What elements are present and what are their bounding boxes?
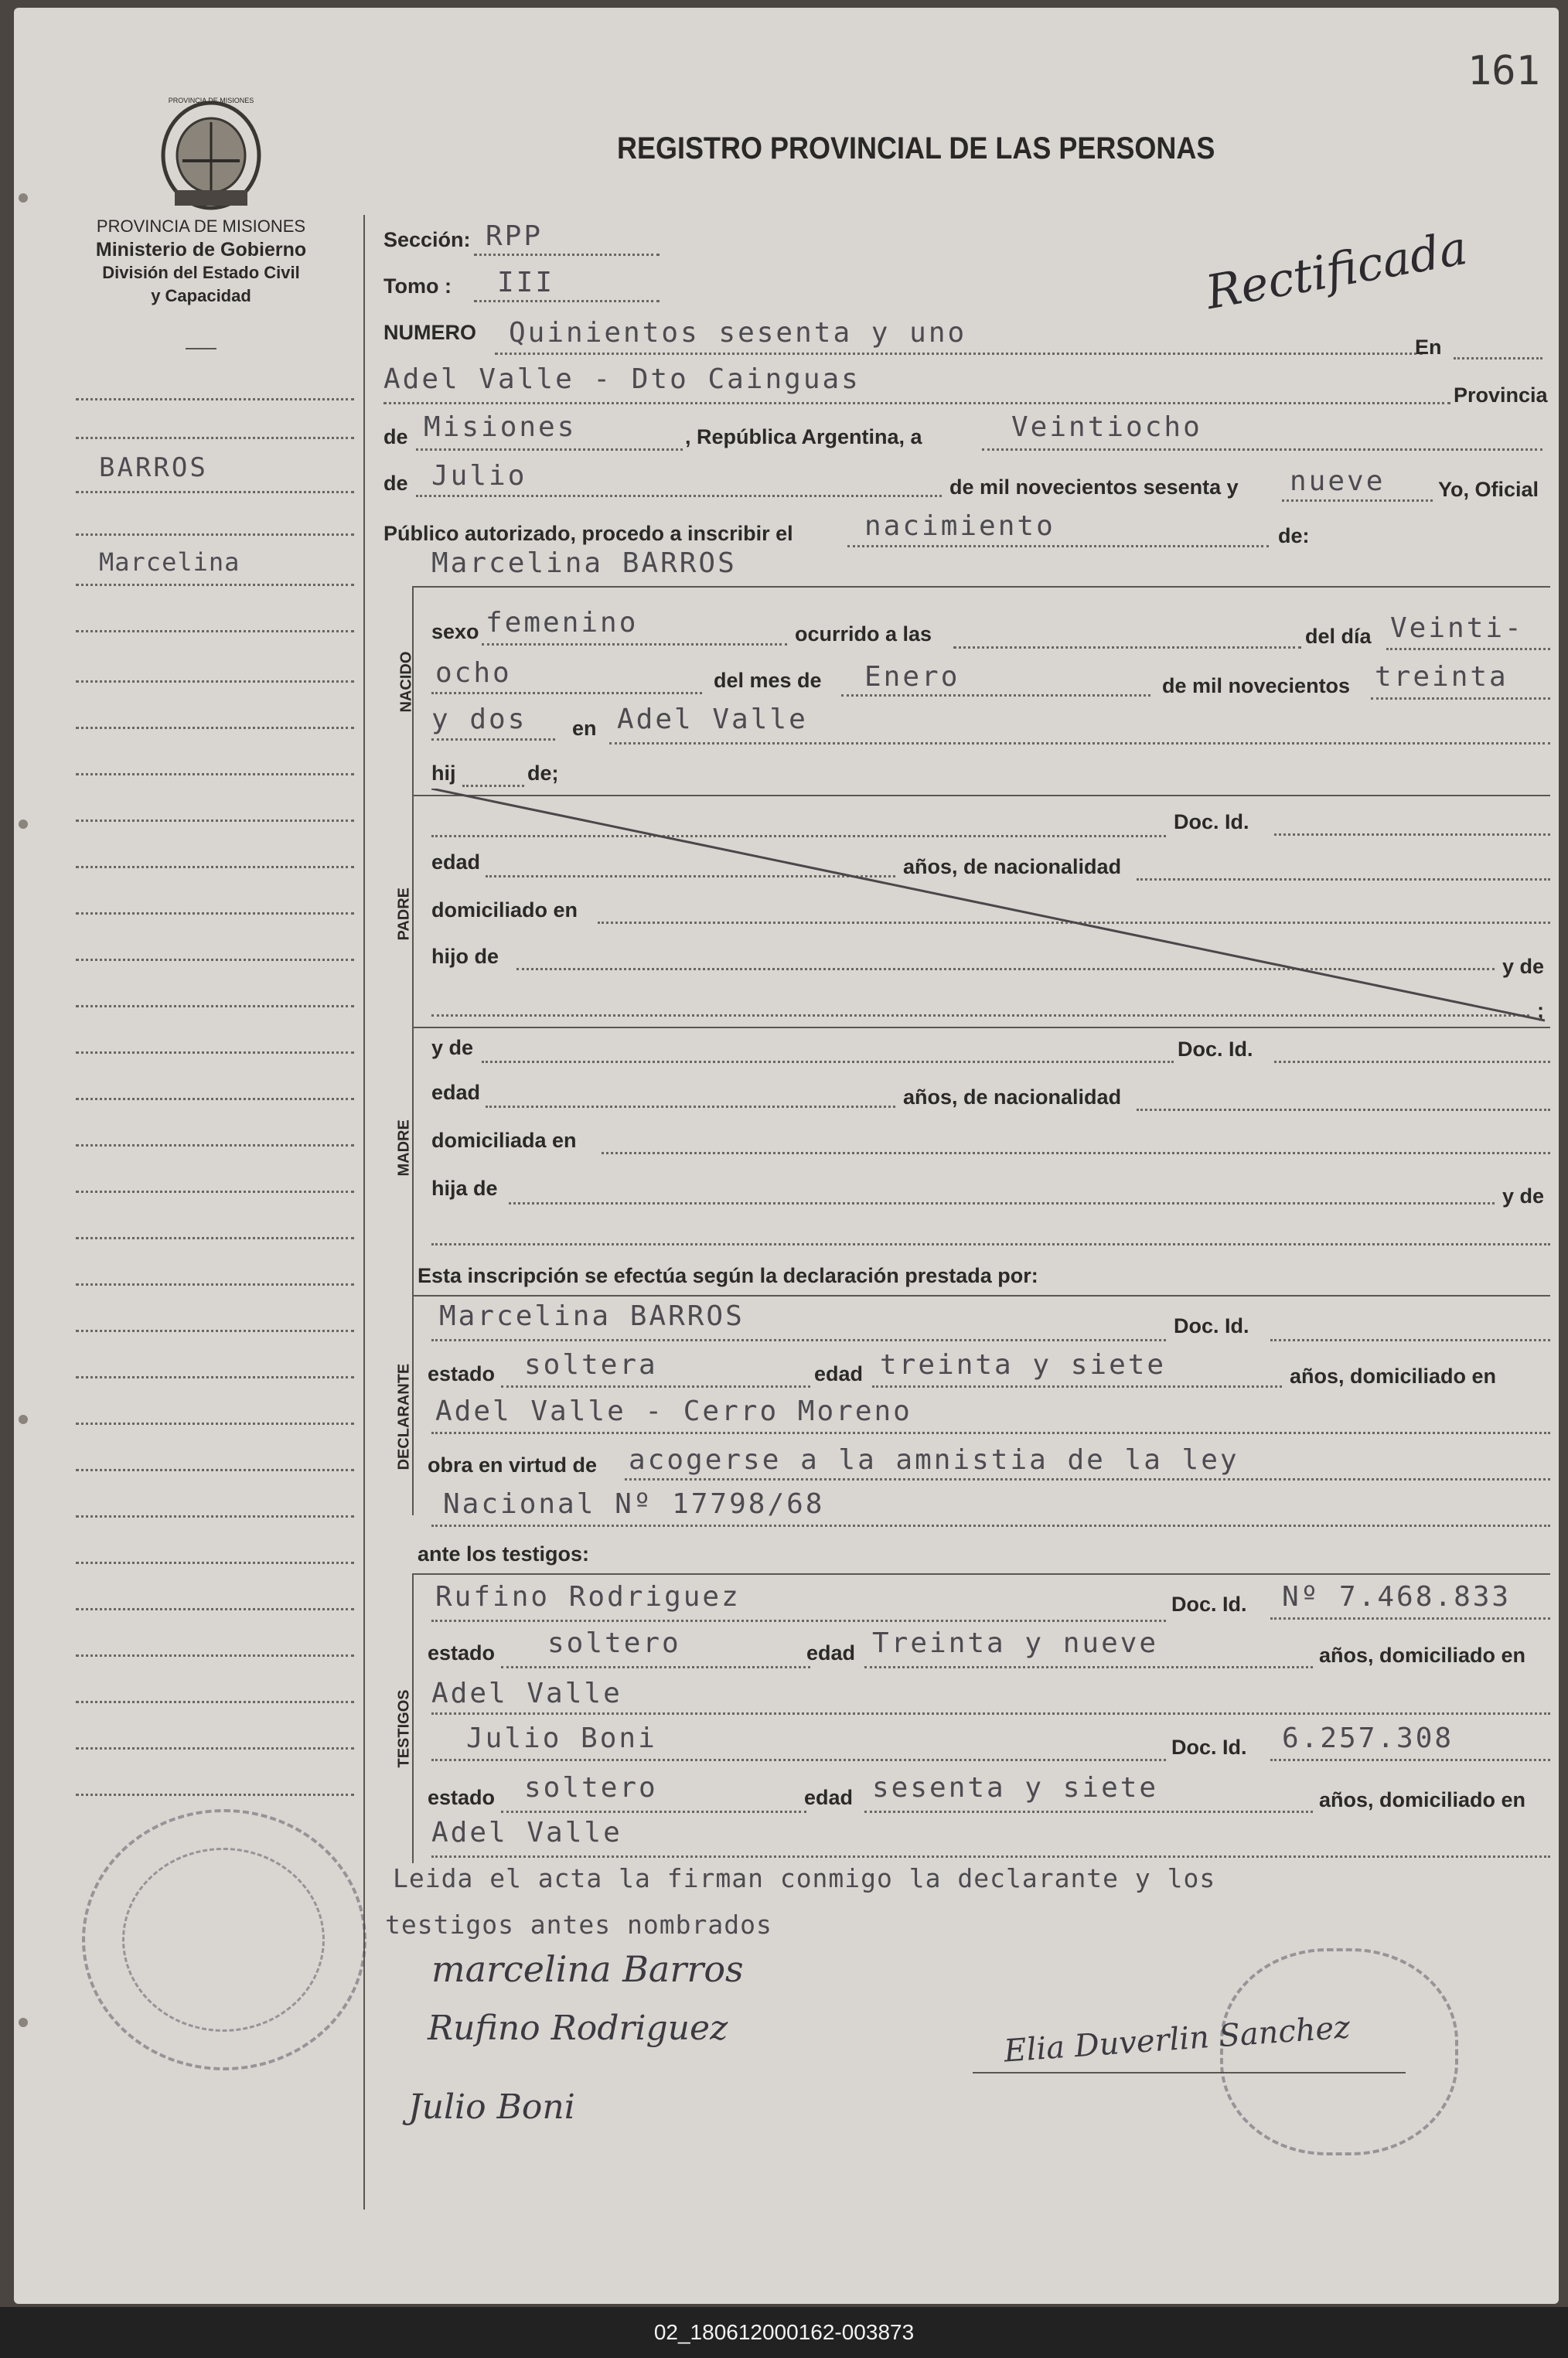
rectified-annotation: Rectificada xyxy=(1202,220,1471,321)
anio-nac-1-value: treinta xyxy=(1375,661,1508,693)
declarante-nombre-value: Marcelina BARROS xyxy=(439,1300,745,1332)
numero-label: NUMERO xyxy=(383,321,476,344)
sexo-value: femenino xyxy=(486,607,639,639)
madre-domicilio-label: domiciliada en xyxy=(431,1129,577,1152)
provincia-value: Misiones xyxy=(424,411,577,443)
madre-y-de-label-2: y de xyxy=(1502,1184,1545,1208)
section-testigos: TESTIGOS xyxy=(395,1689,413,1768)
de-label: de xyxy=(383,425,408,448)
anio-nac-2-value: y dos xyxy=(431,704,527,735)
acto-value: nacimiento xyxy=(864,510,1055,542)
testigo-2-doc-label: Doc. Id. xyxy=(1171,1736,1247,1759)
del-dia-label: del día xyxy=(1305,625,1372,648)
hij-label: hij xyxy=(431,762,456,785)
register-page xyxy=(14,8,1559,2304)
de-semi-label: de; xyxy=(527,762,559,785)
declaracion-label: Esta inscripción se efectúa según la declaración prestada por: xyxy=(418,1264,1038,1287)
testigo-1-edad-value: Treinta y nueve xyxy=(872,1627,1159,1659)
numero-value: Quinientos sesenta y uno xyxy=(509,317,967,349)
en-label: En xyxy=(1415,336,1442,359)
testigo-2-domicilio-value: Adel Valle xyxy=(431,1817,622,1849)
dia-nac-1-value: Veinti- xyxy=(1390,612,1524,644)
obra-2-value: Nacional Nº 17798/68 xyxy=(443,1488,825,1520)
sexo-label: sexo xyxy=(431,620,479,643)
yo-oficial-label: Yo, Oficial xyxy=(1438,478,1539,501)
section-padre: PADRE xyxy=(395,887,413,941)
firma-testigo-1: Rufino Rodriguez xyxy=(428,2009,728,2048)
lugar-value: Adel Valle - Dto Cainguas xyxy=(383,363,861,395)
testigo-2-edad-value: sesenta y siete xyxy=(872,1772,1159,1804)
mes-nac-value: Enero xyxy=(864,661,960,693)
testigo-1-nombre-value: Rufino Rodriguez xyxy=(435,1581,741,1613)
provincia-label: Provincia xyxy=(1454,383,1548,407)
firma-testigo-2: Julio Boni xyxy=(408,2087,575,2127)
official-stamp-inner-icon xyxy=(122,1848,325,2032)
dia-nac-2-value: ocho xyxy=(435,657,512,689)
cierre-linea-1: Leida el acta la firman conmigo la declarante y los xyxy=(393,1863,1216,1893)
testigo-2-estado-label: estado xyxy=(428,1786,496,1809)
section-nacido: NACIDO xyxy=(397,651,415,713)
testigo-2-nombre-value: Julio Boni xyxy=(466,1722,657,1754)
firma-oficial: Elia Duverlin Sanchez xyxy=(1002,2009,1352,2070)
ante-label: ante los testigos: xyxy=(418,1542,590,1566)
padre-doc-label: Doc. Id. xyxy=(1174,810,1249,833)
lugar-nac-value: Adel Valle xyxy=(617,704,808,735)
testigo-1-doc-label: Doc. Id. xyxy=(1171,1593,1247,1616)
declarante-doc-label: Doc. Id. xyxy=(1174,1314,1249,1337)
column-rule xyxy=(363,215,365,2210)
testigo-2-edad-label: edad xyxy=(804,1786,854,1809)
org-capacity: y Capacidad xyxy=(151,286,251,305)
fecha-anio-value: nueve xyxy=(1290,465,1386,497)
section-declarante: DECLARANTE xyxy=(395,1363,413,1470)
padre-semicolon: ; xyxy=(1537,999,1544,1022)
madre-top-rule xyxy=(412,1027,1550,1028)
testigos-top-rule xyxy=(412,1573,1550,1575)
seal-text: PROVINCIA DE MISIONES xyxy=(168,97,254,104)
testigo-2-doc-value: 6.257.308 xyxy=(1282,1722,1454,1754)
madre-y-de-label: y de xyxy=(431,1036,474,1059)
org-province: PROVINCIA DE MISIONES xyxy=(96,216,306,236)
de-mil-label: de mil novecientos sesenta y xyxy=(949,475,1239,499)
testigo-1-anos-label: años, domiciliado en xyxy=(1319,1644,1526,1667)
declarante-edad-label: edad xyxy=(814,1362,864,1385)
divider xyxy=(186,348,216,349)
coat-of-arms-icon xyxy=(159,99,263,212)
testigo-1-domicilio-value: Adel Valle xyxy=(431,1678,622,1709)
declarante-estado-label: estado xyxy=(428,1362,496,1385)
binder-hole xyxy=(19,1415,28,1424)
ocurrido-label: ocurrido a las xyxy=(795,622,932,646)
padre-anos-label: años, de nacionalidad xyxy=(903,855,1122,878)
binder-hole xyxy=(19,820,28,829)
tomo-value: III xyxy=(497,267,555,298)
seccion-label: Sección: xyxy=(383,228,471,251)
margin-surname: BARROS xyxy=(99,452,208,483)
page-number: 161 xyxy=(1467,48,1540,94)
declarante-top-rule xyxy=(412,1295,1550,1297)
testigo-1-edad-label: edad xyxy=(806,1641,856,1665)
padre-hijo-label: hijo de xyxy=(431,945,499,968)
publico-label: Público autorizado, procedo a inscribir el xyxy=(383,522,793,545)
org-ministry: Ministerio de Gobierno xyxy=(95,239,307,261)
firma-declarante: marcelina Barros xyxy=(431,1948,744,1990)
margin-given-name: Marcelina xyxy=(99,547,240,577)
testigo-1-estado-value: soltero xyxy=(547,1627,681,1659)
document-title: REGISTRO PROVINCIAL DE LAS PERSONAS xyxy=(617,131,1215,165)
cancel-strike-line xyxy=(431,789,1553,1028)
de-label: de xyxy=(383,472,408,495)
declarante-anos-label: años, domiciliado en xyxy=(1290,1365,1497,1388)
org-division: División del Estado Civil xyxy=(102,263,300,282)
tomo-label: Tomo : xyxy=(383,274,452,298)
de-colon-label: de: xyxy=(1278,524,1310,547)
nacido-nombre-value: Marcelina BARROS xyxy=(431,547,737,579)
testigo-1-doc-value: Nº 7.468.833 xyxy=(1282,1581,1512,1613)
obra-1-value: acogerse a la amnistia de la ley xyxy=(629,1444,1239,1476)
binder-hole xyxy=(19,2018,28,2027)
padre-edad-label: edad xyxy=(431,850,481,874)
madre-edad-label: edad xyxy=(431,1081,481,1104)
madre-doc-label: Doc. Id. xyxy=(1178,1038,1253,1061)
section-madre: MADRE xyxy=(395,1119,413,1177)
file-id-bar: 02_180612000162-003873 xyxy=(0,2307,1568,2358)
declarante-estado-value: soltera xyxy=(524,1349,658,1381)
officer-stamp-icon xyxy=(1220,1948,1458,2155)
testigo-2-anos-label: años, domiciliado en xyxy=(1319,1788,1526,1811)
madre-hija-label: hija de xyxy=(431,1177,498,1200)
declarante-domicilio-value: Adel Valle - Cerro Moreno xyxy=(435,1395,912,1427)
nacido-top-rule xyxy=(412,586,1550,588)
declarante-edad-value: treinta y siete xyxy=(880,1349,1167,1381)
republica-label: , República Argentina, a xyxy=(685,425,922,448)
testigo-2-estado-value: soltero xyxy=(524,1772,658,1804)
seccion-value: RPP xyxy=(486,220,544,252)
madre-anos-label: años, de nacionalidad xyxy=(903,1085,1122,1109)
obra-label: obra en virtud de xyxy=(428,1453,598,1477)
fecha-dia-value: Veintiocho xyxy=(1011,411,1202,443)
del-mes-label: del mes de xyxy=(714,669,822,692)
testigo-1-estado-label: estado xyxy=(428,1641,496,1665)
org-header xyxy=(62,215,340,308)
en-nac-label: en xyxy=(572,717,597,740)
binder-hole xyxy=(19,193,28,203)
cierre-linea-2: testigos antes nombrados xyxy=(385,1910,772,1940)
de-mil-nov-label: de mil novecientos xyxy=(1162,674,1351,697)
padre-domicilio-label: domiciliado en xyxy=(431,898,578,922)
padre-y-de-label: y de xyxy=(1502,955,1545,978)
fecha-mes-value: Julio xyxy=(431,460,527,492)
